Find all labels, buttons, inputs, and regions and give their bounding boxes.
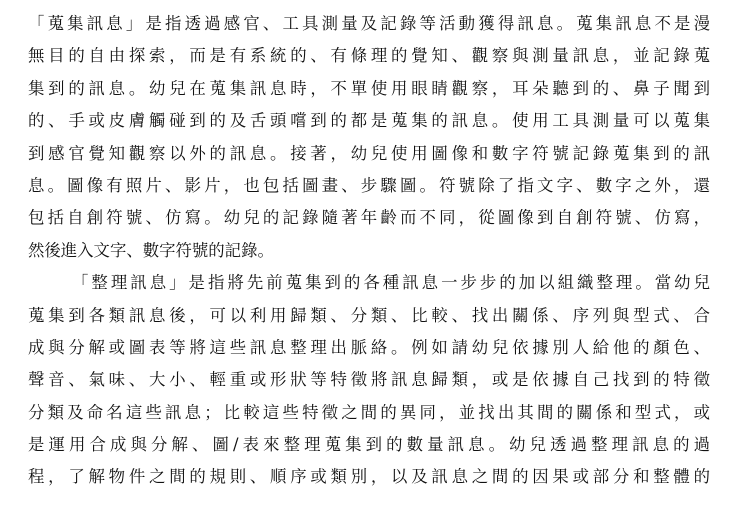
text-line: 「蒐集訊息」是指透過感官、工具測量及記錄等活動獲得訊息。蒐集訊息不是漫: [28, 14, 710, 33]
text-line: 聲音、氣味、大小、輕重或形狀等特徵將訊息歸類，或是依據自己找到的特徵: [28, 370, 710, 390]
text-line: 成與分解或圖表等將這些訊息整理出脈絡。例如請幼兒依據別人給他的顏色、: [28, 337, 710, 357]
text-line: 集到的訊息。幼兒在蒐集訊息時，不單使用眼睛觀察，耳朵聽到的、鼻子聞到: [28, 78, 710, 98]
text-line: 包括自創符號、仿寫。幼兒的記錄隨著年齡而不同，從圖像到自創符號、仿寫，: [28, 208, 710, 228]
text-line: 到感官覺知觀察以外的訊息。接著，幼兒使用圖像和數字符號記錄蒐集到的訊: [28, 143, 710, 163]
text-line: 息。圖像有照片、影片，也包括圖畫、步驟圖。符號除了指文字、數字之外，還: [28, 175, 710, 195]
text-line: 分類及命名這些訊息；比較這些特徵之間的異同，並找出其間的關係和型式，或: [28, 402, 710, 422]
paragraph-collecting-information: [28, 8, 710, 267]
text-line: 是運用合成與分解、圖/表來整理蒐集到的數量訊息。幼兒透過整理訊息的過: [28, 435, 710, 455]
text-line: 無目的自由探索，而是有系統的、有條理的覺知、觀察與測量訊息，並記錄蒐: [28, 46, 710, 66]
text-line: 程，了解物件之間的規則、順序或類別，以及訊息之間的因果或部分和整體的: [28, 467, 710, 487]
paragraph-organizing-information: [28, 267, 710, 494]
document-page: [28, 8, 710, 494]
text-line: 的、手或皮膚觸碰到的及舌頭嚐到的都是蒐集的訊息。使用工具測量可以蒐集: [28, 111, 710, 131]
text-line: 「整理訊息」是指將先前蒐集到的各種訊息一步步的加以組織整理。當幼兒: [72, 273, 710, 293]
text-line: 蒐集到各類訊息後，可以利用歸類、分類、比較、找出關係、序列與型式、合: [28, 305, 710, 325]
text-line: 然後進入文字、數字符號的記錄。: [28, 240, 274, 260]
